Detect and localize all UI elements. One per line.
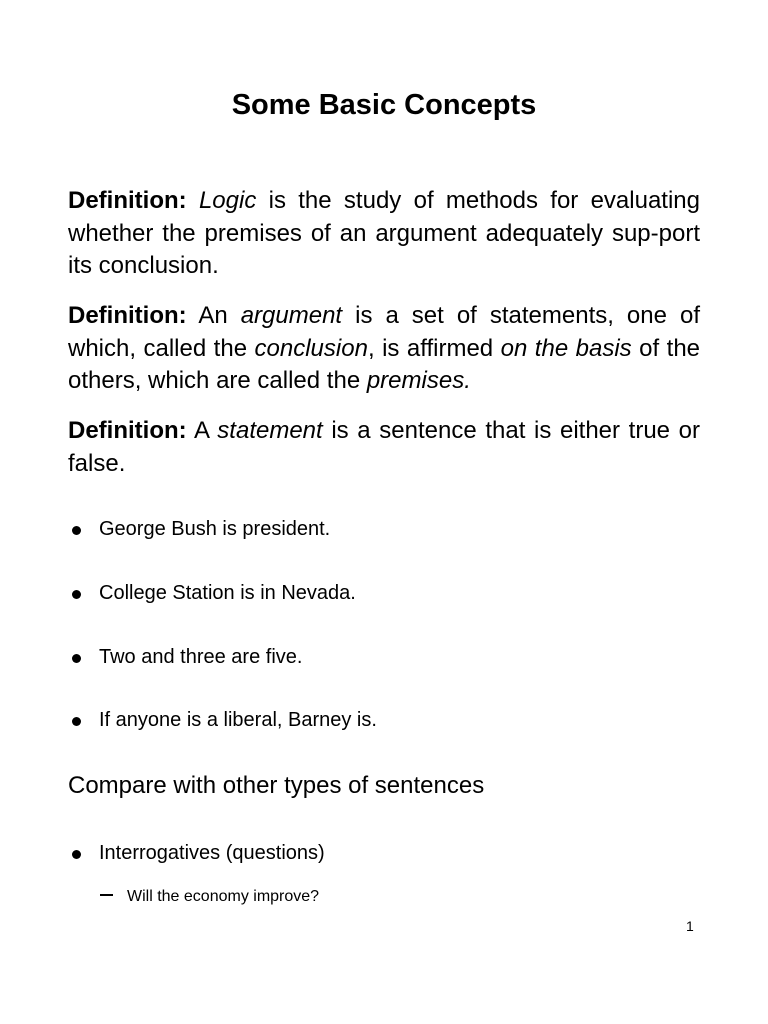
list-item-text: George Bush is president. [99, 518, 331, 540]
definition-text: of the others, which are called the [68, 334, 701, 394]
definition-text: is a set of statements, one of which, called the [68, 302, 700, 362]
bullet-icon [72, 654, 81, 663]
section-heading: Compare with other types of sentences [68, 772, 485, 799]
definition-text: An [198, 302, 241, 329]
term-argument: argument [240, 302, 343, 329]
sub-list-item-text: Will the economy improve? [127, 888, 320, 905]
definition-logic [68, 185, 700, 283]
list-item [72, 643, 302, 671]
dash-icon [100, 894, 113, 896]
term-premises: premises. [366, 367, 471, 394]
definition-text: A [193, 417, 218, 444]
definition-text: , is affirmed [367, 334, 501, 362]
definition-label: Definition: [68, 302, 187, 329]
list-item-text: Interrogatives (questions) [99, 842, 325, 864]
list-item-text: If anyone is a liberal, Barney is. [99, 709, 377, 731]
bullet-icon [72, 526, 81, 535]
definition-label: Definition: [68, 187, 187, 214]
list-item [72, 839, 325, 867]
bullet-icon [72, 850, 81, 859]
term-logic: Logic [198, 187, 257, 214]
list-item-text: Two and three are five. [99, 646, 303, 668]
definition-text: is the study of methods for evaluating whether the premises of an argument adequately sup-port its conclusion. [68, 187, 700, 279]
page-title: Some Basic Concepts [231, 89, 537, 121]
definition-label: Definition: [68, 417, 187, 444]
term-statement: statement [217, 417, 323, 444]
bullet-icon [72, 717, 81, 726]
term-on-the-basis: on the basis [500, 334, 632, 362]
term-conclusion: conclusion [254, 334, 368, 362]
bullet-icon [72, 590, 81, 599]
page-number: 1 [686, 918, 694, 934]
list-item-text: College Station is in Nevada. [99, 582, 356, 604]
sub-list-item [100, 886, 319, 908]
list-item [72, 706, 377, 734]
definition-statement [68, 415, 700, 480]
definition-text: is a sentence that is either true or false. [68, 417, 700, 477]
list-item [72, 515, 330, 543]
definition-argument [68, 300, 700, 398]
list-item [72, 579, 356, 607]
